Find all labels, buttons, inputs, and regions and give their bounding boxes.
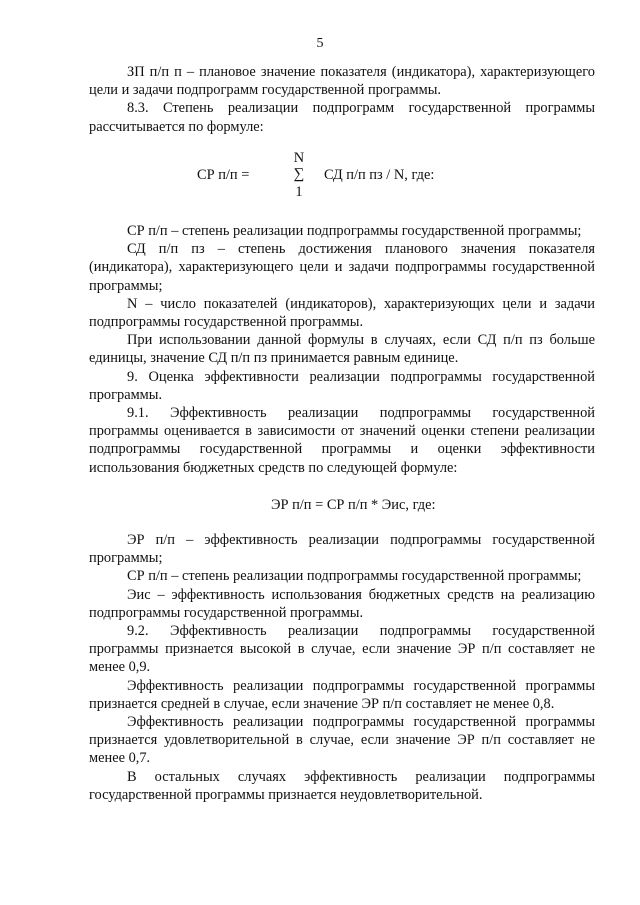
- bottom-text-block: [89, 531, 595, 804]
- middle-text-block: [89, 222, 595, 477]
- paragraph-eis-definition: Эис – эффективность использования бюджетных средств на реализацию подпрограммы государственной программы.: [89, 586, 595, 621]
- paragraph-9-1: 9.1. Эффективность реализации подпрограммы государственной программы оценивается в зависимости от значений оценки степени реализации подпрограммы государственной программы и оценки эффективности использования бюджетных средств по следующей формуле:: [89, 405, 595, 476]
- formula-sr-pp: [0, 150, 640, 205]
- paragraph-sr-definition-2: СР п/п – степень реализации подпрограммы государственной программы;: [127, 568, 582, 585]
- paragraph-n-definition: N – число показателей (индикаторов), характеризующих цели и задачи подпрограммы государственной программы.: [89, 295, 595, 331]
- paragraph-medium: Эффективность реализации подпрограммы государственной программы признается средней в случае, если значение ЭР п/п составляет не менее 0,8.: [89, 677, 595, 712]
- paragraph-sd-definition: СД п/п пз – степень достижения планового значения показателя (индикатора), характеризующего цели и задачи подпрограммы государственной программы;: [89, 241, 595, 294]
- sum-sigma: ∑: [293, 166, 305, 182]
- formula-lhs: СР п/п =: [197, 167, 250, 183]
- paragraph-sr-definition: СР п/п – степень реализации подпрограммы государственной программы;: [127, 223, 582, 239]
- paragraph-9: 9. Оценка эффективности реализации подпрограммы государственной программы.: [89, 368, 595, 403]
- top-text-block: [89, 63, 595, 136]
- paragraph-9-2-high: 9.2. Эффективность реализации подпрограммы государственной программы признается высокой в случае, если значение ЭР п/п составляет не менее 0,9.: [89, 623, 595, 676]
- sum-upper-limit: N: [293, 150, 305, 166]
- paragraph-formula-note: При использовании данной формулы в случаях, если СД п/п пз больше единицы, значение СД п/п пз принимается равным единице.: [89, 332, 595, 367]
- paragraph-unsatisfactory: В остальных случаях эффективность реализации подпрограммы государственной программы признается неудовлетворительной.: [89, 768, 595, 803]
- formula-rhs: СД п/п пз / N, где:: [324, 167, 435, 183]
- paragraph-zp-definition: ЗП п/п п – плановое значение показателя (индикатора), характеризующего цели и задачи подпрограмм государственной программы.: [89, 64, 595, 99]
- sum-lower-limit: 1: [295, 184, 303, 200]
- page-number: 5: [316, 36, 324, 51]
- formula-er-pp: ЭР п/п = СР п/п * Эис, где:: [271, 497, 436, 513]
- paragraph-8-3: 8.3. Степень реализации подпрограмм государственной программы рассчитывается по формуле:: [89, 100, 595, 135]
- paragraph-er-definition: ЭР п/п – эффективность реализации подпрограммы государственной программы;: [89, 532, 595, 567]
- paragraph-satisfactory: Эффективность реализации подпрограммы государственной программы признается удовлетворительной в случае, если значение ЭР п/п составляет не менее 0,7.: [89, 714, 595, 767]
